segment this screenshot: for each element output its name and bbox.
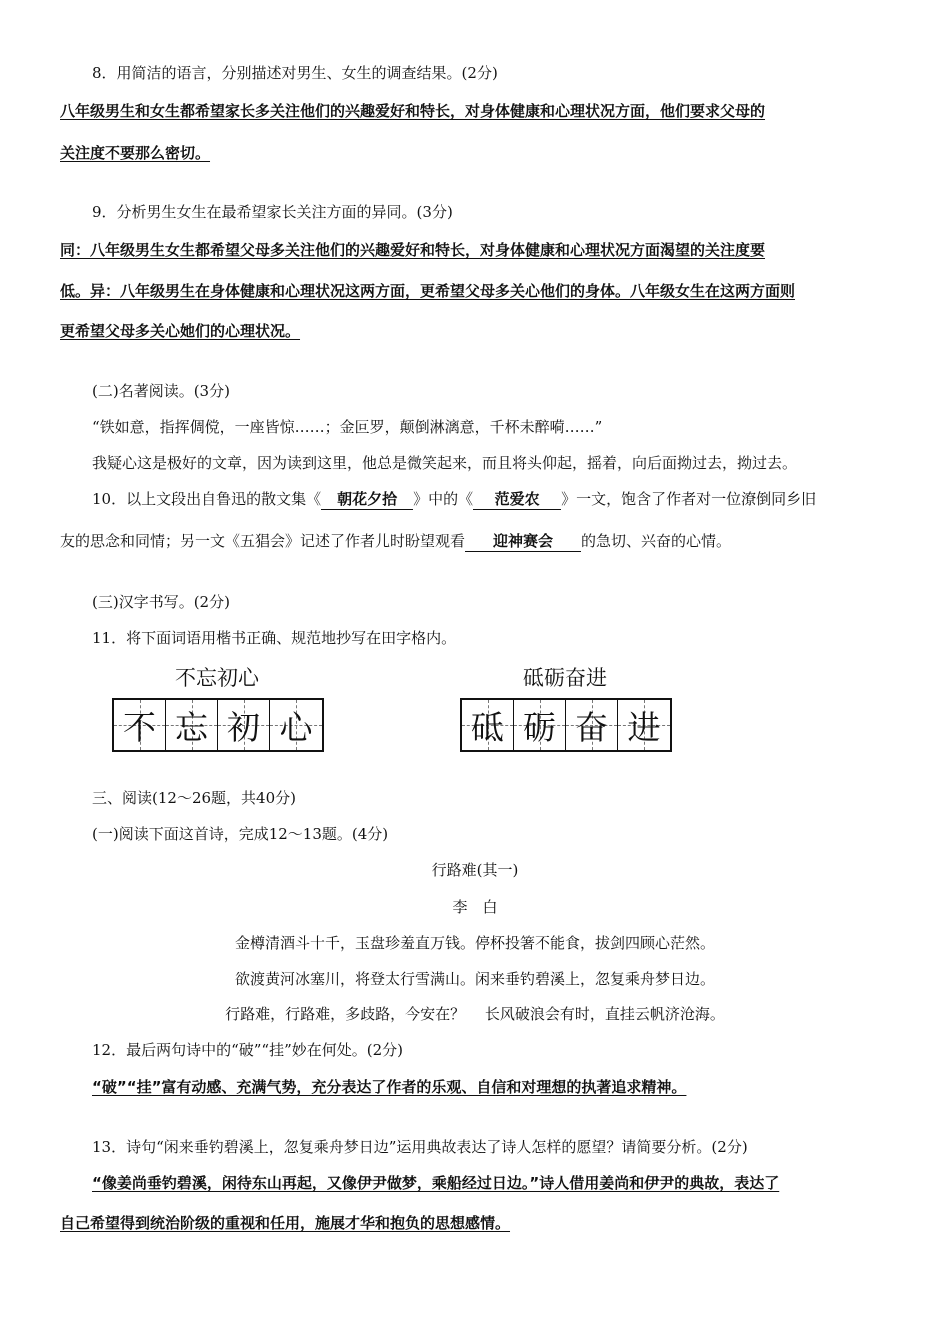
q10-part1: 10．以上文段出自鲁迅的散文集《 <box>92 490 322 508</box>
grid-cell: 不 <box>114 700 166 750</box>
section-heading-classics: (二)名著阅读。(3分) <box>92 382 230 400</box>
poem-line-3: 行路难，行路难，多歧路，今安在？ 长风破浪会有时，直挂云帆济沧海。 <box>225 1005 725 1023</box>
q10-line-1 <box>92 488 816 510</box>
word-label-2: 砥砺奋进 <box>523 666 607 690</box>
q10-line-2 <box>60 530 731 552</box>
q13-answer-line-1: “像姜尚垂钓碧溪，闲待东山再起，又像伊尹做梦，乘船经过日边。”诗人借用姜尚和伊尹的典故，表达了 <box>92 1174 780 1192</box>
q10-part4: 友的思念和同情；另一文《五猖会》记述了作者儿时盼望观看 <box>60 532 466 550</box>
q8-answer-line-2: 关注度不要那么密切。 <box>60 144 211 162</box>
q11-question: 11．将下面词语用楷书正确、规范地抄写在田字格内。 <box>92 629 457 647</box>
q10-part3: 》一文，饱含了作者对一位潦倒同乡旧 <box>561 490 817 508</box>
q12-answer: “破”“挂”富有动感、充满气势，充分表达了作者的乐观、自信和对理想的执著追求精神。 <box>92 1078 687 1096</box>
q9-answer-line-1: 同：八年级男生女生都希望父母多关注他们的兴趣爱好和特长，对身体健康和心理状况方面渴望的关注度要 <box>60 241 766 259</box>
classics-quote: “铁如意，指挥倜傥，一座皆惊……；金叵罗，颠倒淋漓意，千杯未醉嗬……” <box>92 418 603 436</box>
q9-question: 9．分析男生女生在最希望家长关注方面的异同。(3分) <box>92 203 453 221</box>
grid-cell: 进 <box>618 700 670 750</box>
poem-line-1: 金樽清酒斗十千，玉盘珍羞直万钱。停杯投箸不能食，拔剑四顾心茫然。 <box>234 934 715 952</box>
grid-cell: 忘 <box>166 700 218 750</box>
grid-cell: 砥 <box>462 700 514 750</box>
q9-answer-line-3: 更希望父母多关心她们的心理状况。 <box>60 322 301 340</box>
poem-line-2: 欲渡黄河冰塞川，将登太行雪满山。闲来垂钓碧溪上，忽复乘舟梦日边。 <box>234 970 715 988</box>
q12-question: 12．最后两句诗中的“破”“挂”妙在何处。(2分) <box>92 1041 404 1059</box>
word-label-1: 不忘初心 <box>175 666 259 690</box>
grid-cell: 初 <box>218 700 270 750</box>
q13-answer-line-2: 自己希望得到统治阶级的重视和任用，施展才华和抱负的思想感情。 <box>60 1214 511 1232</box>
q13-question: 13．诗句“闲来垂钓碧溪上，忽复乘舟梦日边”运用典故表达了诗人怎样的愿望？请简要分析。(2分) <box>92 1138 748 1156</box>
q8-answer-line-1: 八年级男生和女生都希望家长多关注他们的兴趣爱好和特长，对身体健康和心理状况方面，他们要求父母的 <box>60 102 766 120</box>
poem-section-heading: (一)阅读下面这首诗，完成12～13题。(4分) <box>92 825 389 843</box>
tianzige-grid-1 <box>112 698 324 752</box>
grid-cell: 砺 <box>514 700 566 750</box>
q10-blank-essay: 范爱农 <box>473 489 561 510</box>
q10-blank-collection: 朝花夕拾 <box>321 489 413 510</box>
poem-title: 行路难(其一) <box>431 861 519 879</box>
q10-blank-event: 迎神赛会 <box>465 531 581 552</box>
tianzige-grid-2 <box>460 698 672 752</box>
poem-author: 李 白 <box>452 898 498 916</box>
q10-part2: 》中的《 <box>413 490 474 508</box>
part3-heading: 三、阅读(12～26题，共40分) <box>92 789 296 807</box>
grid-cell: 心 <box>270 700 322 750</box>
q10-part5: 的急切、兴奋的心情。 <box>581 532 732 550</box>
section-heading-writing: (三)汉字书写。(2分) <box>92 593 230 611</box>
q8-question: 8．用简洁的语言，分别描述对男生、女生的调查结果。(2分) <box>92 64 498 82</box>
q9-answer-line-2: 低。异：八年级男生在身体健康和心理状况这两方面，更希望父母多关心他们的身体。八年级女生在这两方面则 <box>60 282 796 300</box>
grid-cell: 奋 <box>566 700 618 750</box>
classics-text: 我疑心这是极好的文章，因为读到这里，他总是微笑起来，而且将头仰起，摇着，向后面拗过去，拗过去。 <box>92 454 798 472</box>
